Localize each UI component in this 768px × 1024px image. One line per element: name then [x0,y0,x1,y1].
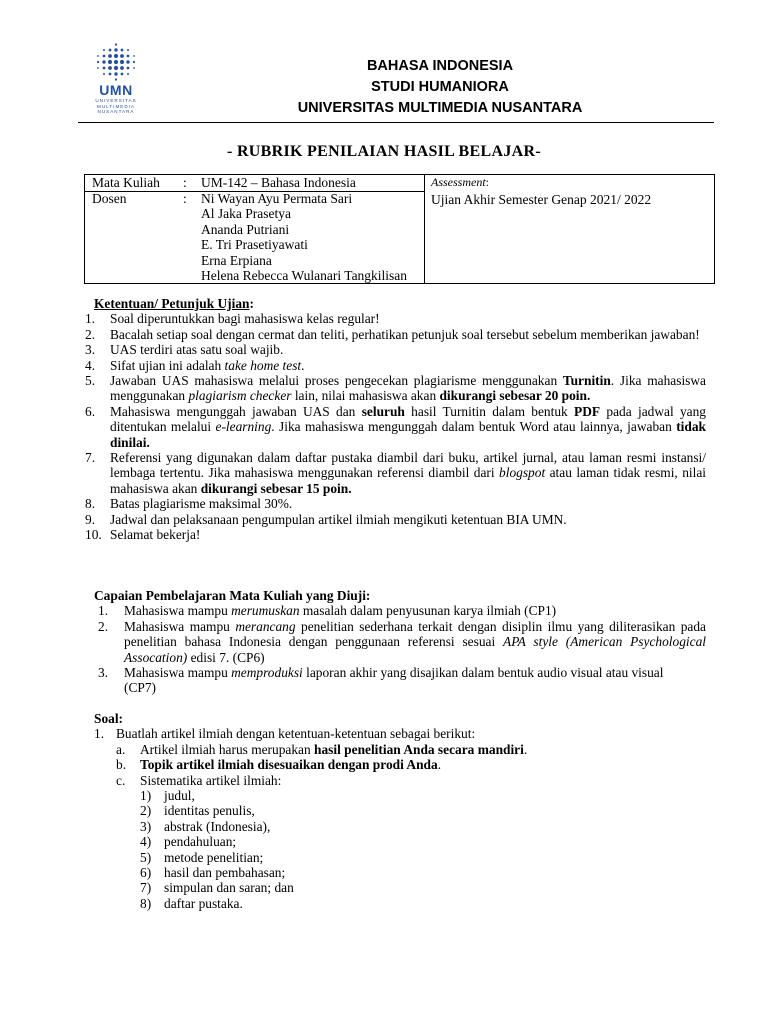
list-item: 3) abstrak (Indonesia), [140,818,271,834]
table-column-divider [424,175,425,283]
ketentuan-section [85,296,707,543]
header-line-2: STUDI HUMANIORA [371,79,509,95]
assessment-label: Assessment: [431,175,490,189]
logo-sub-3: NUSANTARA [97,109,135,115]
lecturer-name: Ni Wayan Ayu Permata Sari [201,191,353,206]
dosen-label: Dosen [92,191,127,206]
soal-section [94,711,706,911]
ketentuan-heading: Ketentuan/ Petunjuk Ujian: [94,296,254,311]
list-item: 6. Mahasiswa mengunggah jawaban UAS dan seluruh hasil Turnitin dalam bentuk PDF pada jadwal yang ditentukan melalui e-learning. Jika mahasiswa mengunggah dalam bentuk Word atau lainnya, jawaban tidak dinilai. [85,403,707,450]
list-item: 3. Mahasiswa mampu memproduksi laporan akhir yang disajikan dalam bentuk audio visual atau visual (CP7) [98,665,664,696]
list-item: 1. Mahasiswa mampu merumuskan masalah dalam penyusunan karya ilmiah (CP1) [98,603,557,619]
list-item: 2. Bacalah setiap soal dengan cermat dan teliti, perhatikan petunjuk soal tersebut sebelum memberikan jawaban! [85,326,700,342]
list-item: 1. Soal diperuntukkan bagi mahasiswa kelas regular! [85,311,380,327]
mata-kuliah-value: UM-142 – Bahasa Indonesia [201,175,356,190]
list-item: 7. Referensi yang digunakan dalam daftar pustaka diambil dari buku, artikel jurnal, atau laman resmi instansi/ lembaga tertentu. Jika mahasiswa menggunakan referensi diambil dari blogspot atau laman tidak resmi, nilai mahasiswa akan dikurangi sebesar 15 poin. [85,450,706,496]
lecturer-name: E. Tri Prasetiyawati [201,237,308,253]
list-item: 6) hasil dan pembahasan; [140,865,286,881]
list-item: 3. UAS terdiri atas satu soal wajib. [85,342,284,358]
list-item: 4) pendahuluan; [140,834,237,850]
list-item: 8. Batas plagiarisme maksimal 30%. [85,496,293,512]
dosen-colon: : [183,191,187,206]
logo-acronym: UMN [99,82,133,98]
header-line-3: UNIVERSITAS MULTIMEDIA NUSANTARA [297,100,583,116]
lecturer-name: Al Jaka Prasetya [201,206,291,222]
list-item: 8) daftar pustaka. [140,895,243,911]
list-item: 10. Selamat bekerja! [85,527,201,543]
header-divider [78,122,714,123]
assessment-value: Ujian Akhir Semester Genap 2021/ 2022 [431,192,652,207]
list-item: 5) metode penelitian; [140,849,264,865]
list-item: 5. Jawaban UAS mahasiswa melalui proses pengecekan plagiarisme menggunakan Turnitin. Jika mahasiswa menggunakan plagiarism checker lain, nilai mahasiswa akan dikurangi sebesar 20 poin. [85,373,706,404]
list-item: 4. Sifat ujian ini adalah take home test. [85,357,305,373]
mata-kuliah-label: Mata Kuliah [92,175,160,190]
logo-sub-1: UNIVERSITAS [95,98,137,103]
lecturer-name: Ananda Putriani [201,221,290,237]
lecturer-name: Erna Erpiana [201,252,272,268]
umn-logo [86,42,146,82]
list-item: 2. Mahasiswa mampu merancang penelitian sederhana terkait dengan disiplin ilmu yang diliterasikan pada penelitian bahasa Indonesia dengan penggunaan referensi sesuai APA style (American Psychological Assocation) edisi 7. (CP6) [98,618,706,665]
list-item: 2) identitas penulis, [140,803,255,819]
question-subitem: c. Sistematika artikel ilmiah: [116,772,282,788]
header-line-1: BAHASA INDONESIA [366,58,514,74]
logo-wordmark [86,82,146,115]
list-item: 9. Jadwal dan pelaksanaan pengumpulan artikel ilmiah mengikuti ketentuan BIA UMN. [85,511,567,527]
list-item: 7) simpulan dan saran; dan [140,880,294,896]
question-subitem: b. Topik artikel ilmiah disesuaikan dengan prodi Anda. [116,757,442,773]
question-subitem: a. Artikel ilmiah harus merupakan hasil penelitian Anda secara mandiri. [116,741,528,757]
lecturer-name: Helena Rebecca Wulanari Tangkilisan [201,268,408,284]
logo-sub-2: MULTIMEDIA [97,103,135,109]
soal-heading: Soal: [94,711,124,726]
systematics-list [140,788,706,911]
course-info-table [84,174,715,284]
capaian-section [94,588,706,696]
mata-kuliah-colon: : [183,175,187,190]
list-item: 1) judul, [140,788,195,804]
question-item: 1. Buatlah artikel ilmiah dengan ketentuan-ketentuan sebagai berikut: [94,726,476,742]
lecturer-list [201,191,407,283]
capaian-heading: Capaian Pembelajaran Mata Kuliah yang Diuji: [94,588,371,603]
document-title: - RUBRIK PENILAIAN HASIL BELAJAR- [227,143,541,160]
